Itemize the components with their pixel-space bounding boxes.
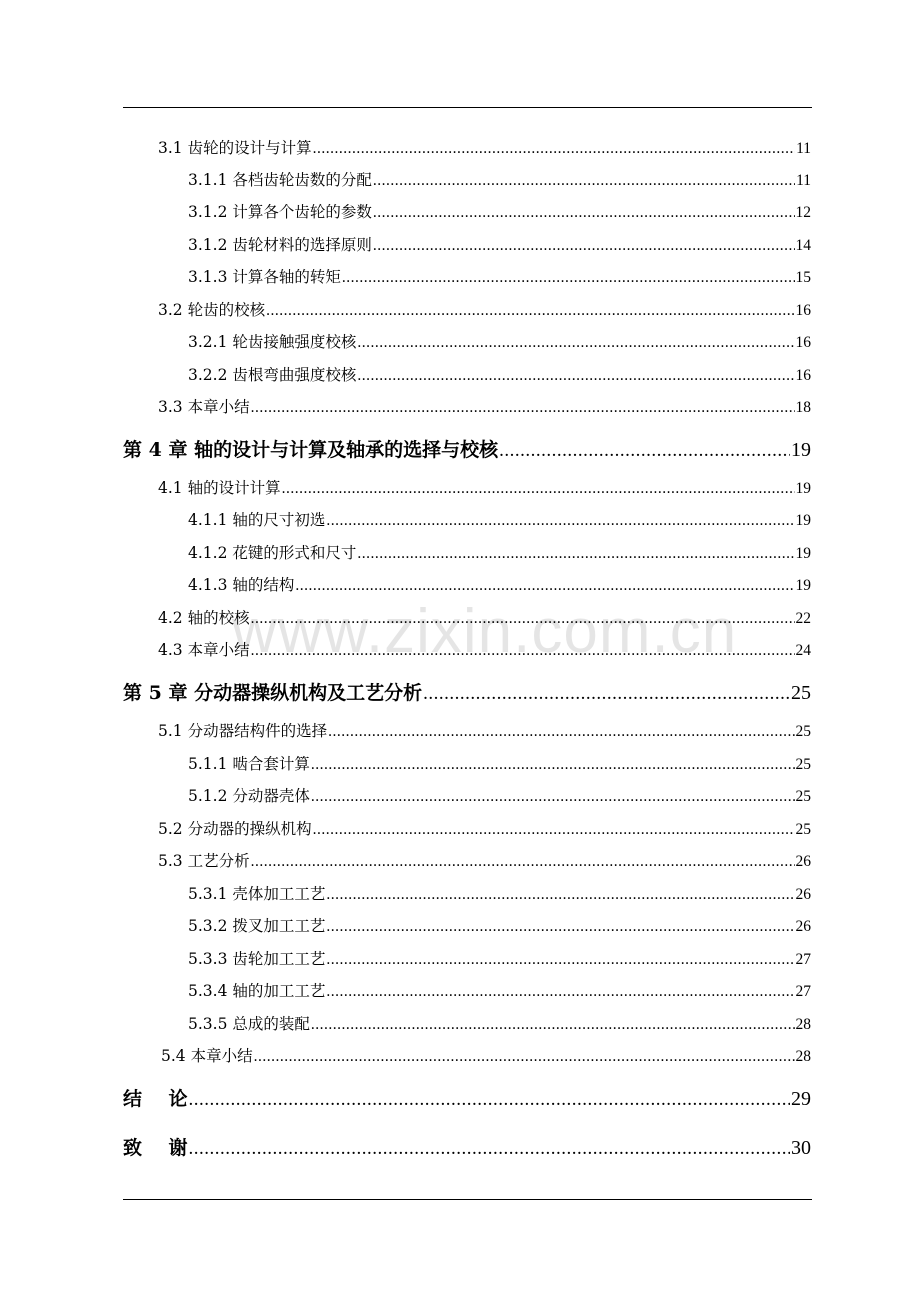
toc-entry-page: 25 [795,723,811,740]
toc-entry-title: 4.1.3 轴的结构 [188,576,295,594]
toc-entry[interactable] [188,513,811,529]
toc-entry-title: 4.3 本章小结 [158,641,250,659]
toc-leader-dots [188,1139,790,1158]
toc-entry-page: 12 [795,204,811,221]
toc-entry-page: 19 [791,439,811,461]
toc-leader-dots [373,205,795,221]
toc-leader-dots [282,481,795,497]
toc-entry-title: 5.3.1 壳体加工工艺 [188,885,326,903]
toc-entry-title: 3.1 齿轮的设计与计算 [158,139,312,157]
toc-entry[interactable] [158,481,811,497]
toc-entry-title: 5.3.3 齿轮加工工艺 [188,950,326,968]
toc-entry[interactable] [188,1017,811,1033]
toc-entry[interactable] [188,952,811,968]
toc-entry-page: 25 [791,682,811,704]
toc-entry-title: 3.3 本章小结 [158,398,250,416]
toc-entry[interactable] [188,984,811,1000]
toc-entry-page: 28 [795,1048,811,1065]
toc-entry-page: 27 [795,983,811,1000]
toc-leader-dots [326,887,794,903]
toc-chapter-entry[interactable] [123,1089,811,1109]
toc-entry-title: 3.1.2 齿轮材料的选择原则 [188,236,372,254]
toc-entry-title: 结 论 [123,1088,188,1110]
toc-entry-page: 15 [795,269,811,286]
toc-entry[interactable] [188,173,811,189]
toc-entry[interactable] [158,303,811,319]
toc-entry[interactable] [188,546,811,562]
toc-entry-page: 26 [795,886,811,903]
toc-chapter-entry[interactable] [123,440,811,460]
toc-leader-dots [357,546,794,562]
toc-leader-dots [295,578,794,594]
toc-entry[interactable] [158,724,811,740]
toc-entry[interactable] [188,789,811,805]
toc-entry-page: 25 [795,756,811,773]
toc-leader-dots [373,238,795,254]
toc-entry-title: 4.1.1 轴的尺寸初选 [188,511,326,529]
footer-rule [123,1199,812,1200]
toc-leader-dots [188,1090,790,1109]
toc-entry-title: 3.1.1 各档齿轮齿数的分配 [188,171,372,189]
toc-entry-page: 19 [795,577,811,594]
toc-entry[interactable] [161,1049,811,1065]
toc-entry-page: 11 [796,172,811,189]
toc-leader-dots [499,441,790,460]
toc-entry-page: 16 [795,367,811,384]
toc-entry-title: 3.2 轮齿的校核 [158,301,266,319]
toc-entry-page: 26 [795,853,811,870]
toc-leader-dots [313,822,795,838]
toc-entry[interactable] [158,400,811,416]
toc-entry-title: 5.1.2 分动器壳体 [188,787,310,805]
watermark: www.zixin.com.cn [232,597,738,666]
toc-entry-title: 5.3.4 轴的加工工艺 [188,982,326,1000]
toc-entry-title: 3.1.3 计算各轴的转矩 [188,268,341,286]
toc-entry[interactable] [188,205,811,221]
toc-entry-title: 5.3.2 拨叉加工工艺 [188,917,326,935]
toc-entry-page: 19 [795,512,811,529]
toc-entry-title: 4.1 轴的设计计算 [158,479,281,497]
toc-entry-title: 5.1.1 啮合套计算 [188,755,310,773]
toc-entry-title: 第 5 章 分动器操纵机构及工艺分析 [123,682,423,704]
toc-entry-page: 30 [791,1137,811,1159]
toc-leader-dots [311,1017,795,1033]
toc-leader-dots [326,513,794,529]
toc-entry-title: 5.3.5 总成的装配 [188,1015,310,1033]
toc-entry-title: 4.1.2 花键的形式和尺寸 [188,544,357,562]
toc-leader-dots [311,757,795,773]
toc-leader-dots [326,984,794,1000]
toc-entry-page: 27 [795,951,811,968]
toc-entry[interactable] [188,238,811,254]
toc-entry-title: 5.1 分动器结构件的选择 [158,722,328,740]
toc-entry-page: 11 [796,140,811,157]
toc-entry[interactable] [158,854,811,870]
toc-entry-page: 16 [795,334,811,351]
toc-entry-page: 14 [795,237,811,254]
toc-entry-page: 18 [795,399,811,416]
toc-leader-dots [313,141,795,157]
toc-entry-page: 29 [791,1088,811,1110]
toc-entry-page: 26 [795,918,811,935]
toc-entry-title: 3.2.1 轮齿接触强度校核 [188,333,357,351]
toc-leader-dots [423,684,790,703]
toc-entry[interactable] [188,919,811,935]
toc-entry-title: 3.1.2 计算各个齿轮的参数 [188,203,372,221]
toc-chapter-entry[interactable] [123,683,811,703]
toc-leader-dots [342,270,795,286]
toc-entry-title: 第 4 章 轴的设计与计算及轴承的选择与校核 [123,439,499,461]
toc-leader-dots [326,952,794,968]
toc-entry-page: 16 [795,302,811,319]
toc-leader-dots [266,303,794,319]
toc-entry-page: 22 [795,610,811,627]
toc-leader-dots [373,173,795,189]
toc-entry-title: 5.4 本章小结 [161,1047,253,1065]
toc-entry-title: 致 谢 [123,1137,188,1159]
toc-entry[interactable] [188,368,811,384]
toc-leader-dots [328,724,794,740]
toc-leader-dots [311,789,795,805]
toc-entry[interactable] [188,270,811,286]
toc-entry[interactable] [188,578,811,594]
toc-entry[interactable] [188,335,811,351]
toc-chapter-entry[interactable] [123,1138,811,1158]
toc-entry-page: 24 [795,642,811,659]
toc-leader-dots [326,919,794,935]
toc-leader-dots [254,1049,795,1065]
toc-entry-page: 28 [795,1016,811,1033]
toc-entry-page: 19 [795,480,811,497]
toc-entry[interactable] [188,757,811,773]
toc-entry-page: 19 [795,545,811,562]
toc-entry-title: 3.2.2 齿根弯曲强度校核 [188,366,357,384]
toc-entry-title: 5.3 工艺分析 [158,852,250,870]
toc-leader-dots [357,368,794,384]
toc-leader-dots [251,854,795,870]
toc-entry[interactable] [188,887,811,903]
toc-entry-title: 4.2 轴的校核 [158,609,250,627]
toc-entry[interactable] [158,822,811,838]
toc-entry-page: 25 [795,788,811,805]
toc-entry[interactable] [158,141,811,157]
toc-entry-page: 25 [795,821,811,838]
toc-entry-title: 5.2 分动器的操纵机构 [158,820,312,838]
toc-leader-dots [251,400,795,416]
toc-leader-dots [357,335,794,351]
